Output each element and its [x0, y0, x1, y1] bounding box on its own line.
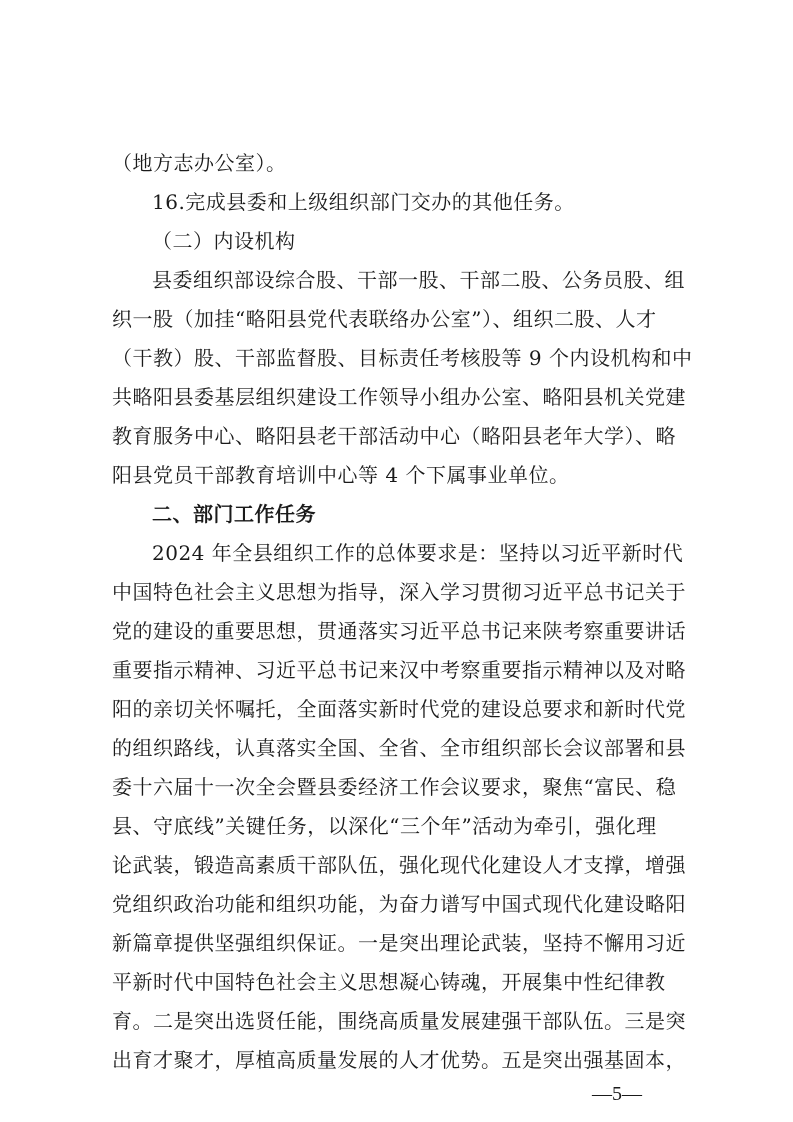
text-line: 织一股（加挂“略阳县党代表联络办公室”）、组织二股、人才	[112, 307, 657, 331]
text-line: 育。二是突出选贤任能，围绕高质量发展建强干部队伍。三是突	[112, 1009, 686, 1033]
text-line: （干教）股、干部监督股、目标责任考核股等 9 个内设机构和中	[112, 346, 693, 370]
text-line: 阳县党员干部教育培训中心等 4 个下属事业单位。	[112, 463, 570, 487]
text-line: 重要指示精神、习近平总书记来汉中考察重要指示精神以及对略	[112, 658, 686, 682]
text-line: 党的建设的重要思想，贯通落实习近平总书记来陕考察重要讲话	[112, 619, 686, 643]
text-line: 16.完成县委和上级组织部门交办的其他任务。	[152, 190, 575, 214]
text-line: 县、守底线”关键任务，以深化“三个年”活动为牵引，强化理	[112, 814, 657, 838]
text-line: （地方志办公室）。	[112, 151, 287, 175]
text-line: 新篇章提供坚强组织保证。一是突出理论武装，坚持不懈用习近	[112, 931, 686, 955]
section-heading: 二、部门工作任务	[152, 502, 316, 526]
subsection-heading: （二）内设机构	[152, 229, 296, 253]
text-line: 党组织政治功能和组织功能，为奋力谱写中国式现代化建设略阳	[112, 892, 686, 916]
text-line: 平新时代中国特色社会主义思想凝心铸魂，开展集中性纪律教	[112, 970, 666, 994]
text-line: 教育服务中心、略阳县老干部活动中心（略阳县老年大学）、略	[112, 424, 676, 448]
text-line: 共略阳县委基层组织建设工作领导小组办公室、略阳县机关党建	[112, 385, 686, 409]
text-line: 论武装，锻造高素质干部队伍，强化现代化建设人才支撑，增强	[112, 853, 686, 877]
text-line: 出育才聚才，厚植高质量发展的人才优势。五是突出强基固本，	[112, 1048, 686, 1072]
text-line: 阳的亲切关怀嘱托，全面落实新时代党的建设总要求和新时代党	[112, 697, 686, 721]
page-number: —5—	[592, 1083, 642, 1105]
text-line: 委十六届十一次全会暨县委经济工作会议要求，聚焦“富民、稳	[112, 775, 677, 799]
text-line: 县委组织部设综合股、干部一股、干部二股、公务员股、组	[152, 268, 685, 292]
text-line: 中国特色社会主义思想为指导，深入学习贯彻习近平总书记关于	[112, 580, 686, 604]
text-line: 的组织路线，认真落实全国、全省、全市组织部长会议部署和县	[112, 736, 686, 760]
text-line: 2024 年全县组织工作的总体要求是：坚持以习近平新时代	[152, 541, 684, 565]
